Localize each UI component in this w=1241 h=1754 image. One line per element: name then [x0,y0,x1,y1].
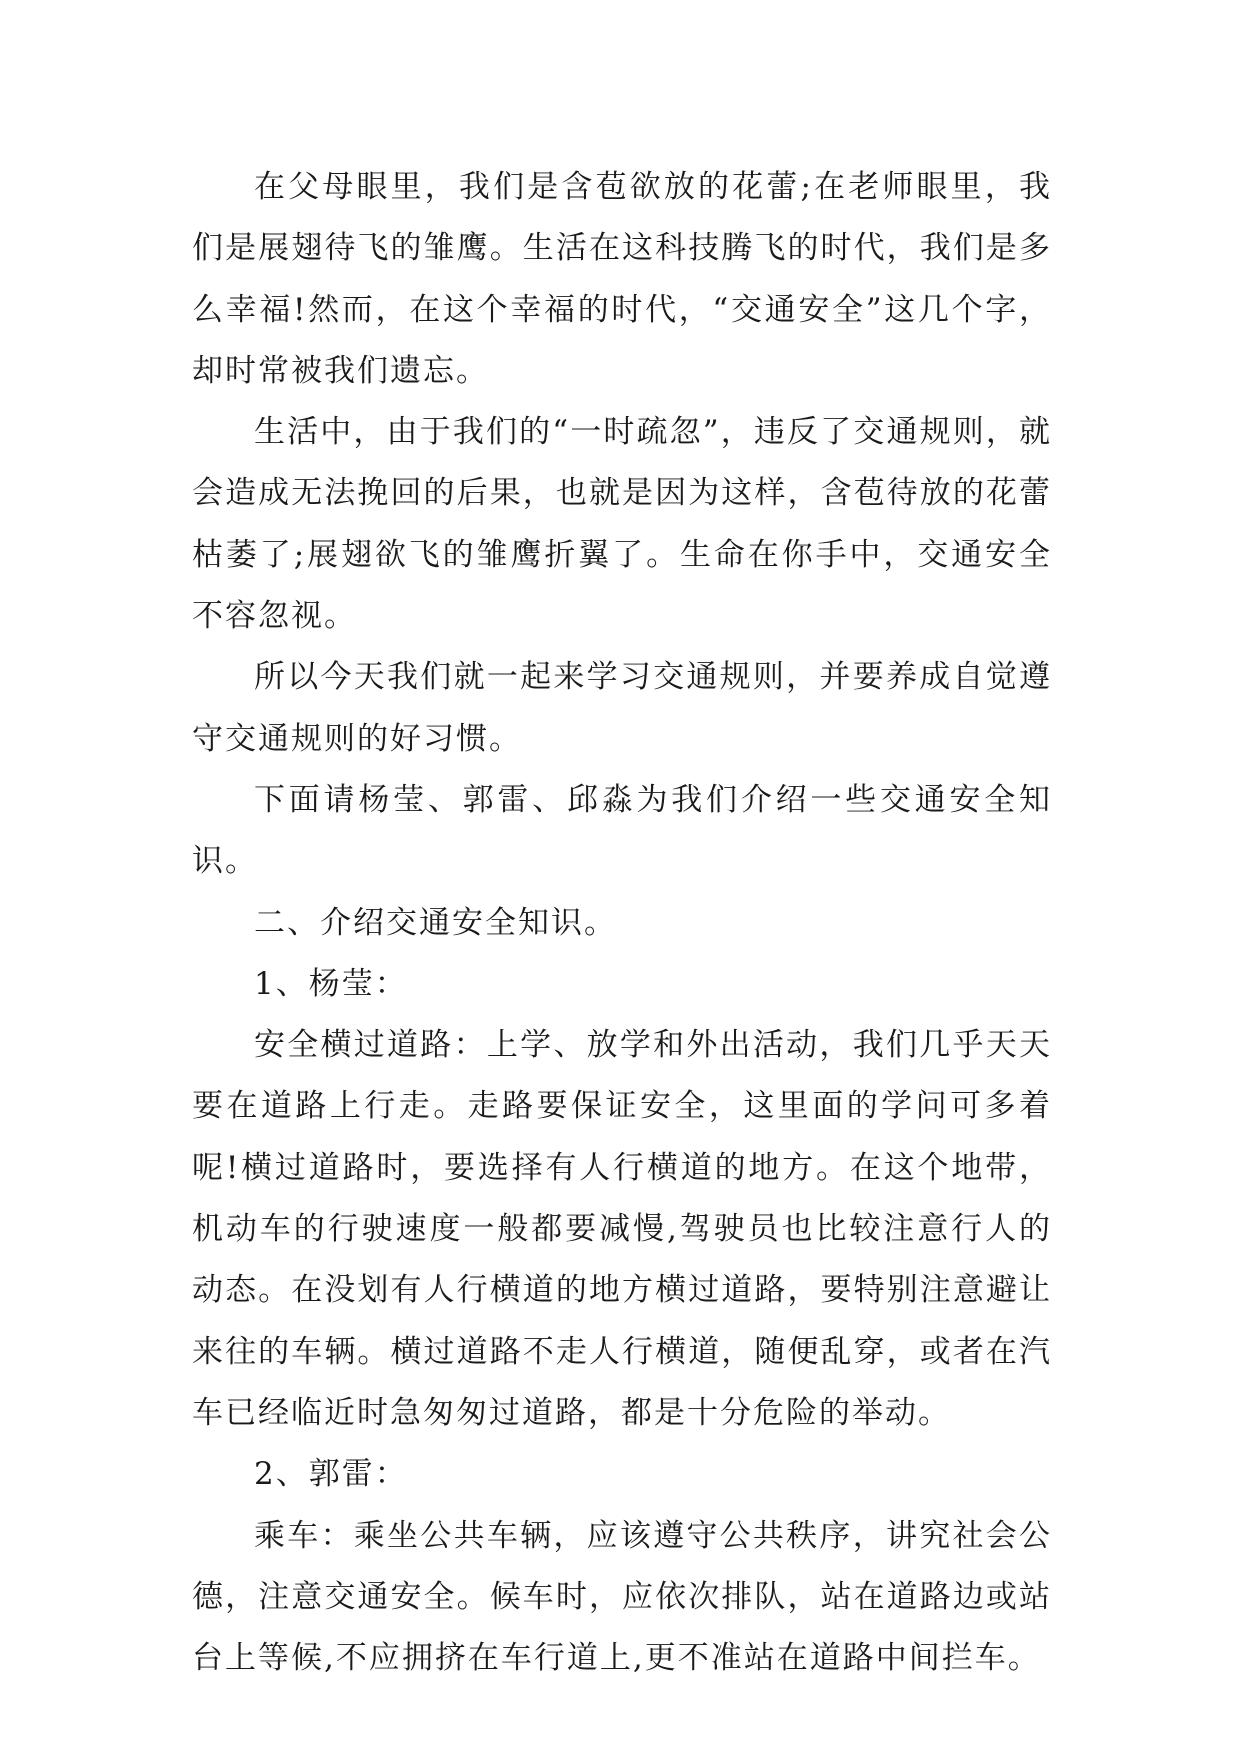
paragraph-crossing-road: 安全横过道路：上学、放学和外出活动，我们几乎天天要在道路上行走。走路要保证安全，这里面的学问可多着呢!横过道路时，要选择有人行横道的地方。在这个地带，机动车的行驶速度一般都要减慢,驾驶员也比较注意行人的动态。在没划有人行横道的地方横过道路，要特别注意避让来往的车辆。横过道路不走人行横道，随便乱穿，或者在汽车已经临近时急匆匆过道路，都是十分危险的举动。 [192,1027,1052,1431]
paragraph-learn-rules: 所以今天我们就一起来学习交通规则，并要养成自觉遵守交通规则的好习惯。 [192,659,1052,757]
paragraph-consequences: 生活中，由于我们的“一时疏忽”，违反了交通规则，就会造成无法挽回的后果，也就是因为这样，含苞待放的花蕾枯萎了;展翅欲飞的雏鹰折翼了。生命在你手中，交通安全不容忽视。 [192,414,1052,635]
section-heading: 二、介绍交通安全知识。 [254,904,617,941]
paragraph-intro: 在父母眼里，我们是含苞欲放的花蕾;在老师眼里，我们是展翅待飞的雏鹰。生活在这科技腾飞的时代，我们是多么幸福!然而，在这个幸福的时代，“交通安全”这几个字，却时常被我们遗忘。 [192,169,1052,389]
speaker-heading-1: 1、杨莹： [254,965,408,1002]
paragraph-riding-bus: 乘车：乘坐公共车辆，应该遵守公共秩序，讲究社会公德，注意交通安全。候车时，应依次排队，站在道路边或站台上等候,不应拥挤在车行道上,更不准站在道路中间拦车。 [192,1517,1052,1677]
paragraph-presenters: 下面请杨莹、郭雷、邱淼为我们介绍一些交通安全知识。 [192,781,1052,880]
document-body [192,157,1052,1689]
speaker-heading-2: 2、郭雷： [254,1456,408,1493]
